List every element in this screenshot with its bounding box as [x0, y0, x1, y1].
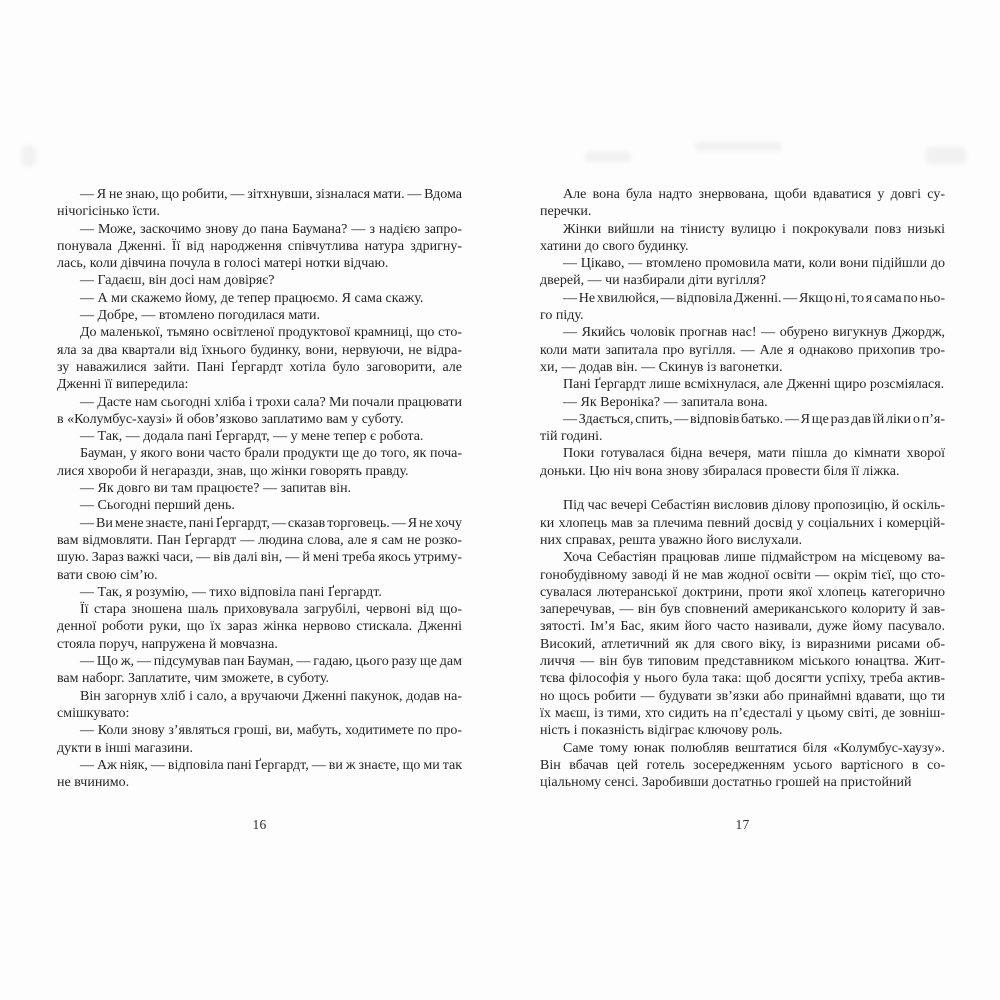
paragraph	[540, 255, 945, 290]
text-line: лась, коли дівчина почула в голосі матері нотки відчаю.	[57, 256, 389, 272]
text-line: Але вона була надто знервована, щоби вдаватися у довгі су-	[563, 187, 945, 202]
paragraph	[540, 445, 945, 480]
paragraph	[540, 549, 945, 739]
paragraph	[540, 394, 945, 411]
text-line: лися хвороби й негаразди, знав, що жінки говорять правду.	[57, 463, 409, 479]
paragraph	[57, 584, 462, 601]
text-line: тєва філософія у нього була така: щоб досягти успіху, треба актив-	[540, 671, 945, 687]
text-line: — Може, заскочимо знову до пана Баумана? — з надією запро-	[80, 221, 462, 237]
text-line: но щось робити — будувати зв’язки або принаймні вдавати, що ти	[540, 688, 945, 704]
text-line: смішкувато:	[57, 705, 130, 721]
paragraph	[57, 497, 462, 514]
text-line: — Сьогодні перший день.	[80, 498, 235, 514]
text-line: Дженні її випередила:	[57, 377, 189, 393]
paragraph	[540, 290, 945, 325]
text-line: Хоча Себастіян працював лише підмайстром на місцевому ва-	[563, 550, 945, 566]
paragraph	[57, 186, 462, 221]
text-line: — А ми скажемо йому, де тепер працюємо. Я сама скажу.	[80, 290, 424, 306]
paragraph	[540, 221, 945, 256]
show-through-mark	[926, 147, 966, 164]
text-line: — Так, — додала пані Ґергардт, — у мене тепер є робота.	[80, 429, 424, 445]
text-line: перечки.	[540, 204, 592, 220]
paragraph	[57, 324, 462, 393]
text-line: Високий, атлетичний як для свого віку, із виразними рисами об-	[540, 636, 945, 652]
text-line: тій годині.	[540, 429, 603, 445]
text-line: — Не хвилюйся, — відповіла Дженні. — Якщо ні, то я сама по ньо-	[563, 290, 945, 306]
text-line: — Як довго ви там працюєте? — запитав він.	[80, 481, 352, 497]
text-line: Пані Ґергардт лише всміхнулася, але Дженні щиро розсміялася.	[563, 377, 945, 393]
show-through-mark	[695, 142, 781, 151]
text-line: денної роботи руки, що їх зараз жінка нервово стискала. Дженні	[57, 619, 462, 635]
text-line: вати свою сім’ю.	[57, 567, 158, 583]
text-line: вам наборг. Заплатите, чим зможете, в суботу.	[57, 671, 330, 687]
paragraph	[57, 757, 462, 792]
show-through-mark	[585, 152, 631, 162]
text-line: Саме тому юнак полюбляв вештатися біля «Колумбус-хаузу».	[563, 740, 945, 756]
paragraph	[57, 272, 462, 289]
text-line: понувала Дженні. Її від народження співчутлива натура здригну-	[57, 238, 462, 254]
text-line: Він загорнув хліб і сало, а вручаючи Дженні пакунок, додав на-	[80, 688, 462, 704]
text-line: — Якийсь чоловік прогнав нас! — обурено вигукнув Джордж,	[563, 325, 945, 341]
paragraph	[57, 688, 462, 723]
paragraph	[57, 480, 462, 497]
text-line: доньки. Цю ніч вона знову збиралася провести біля її ліжка.	[540, 463, 900, 479]
text-line: хатини до свого будинку.	[540, 238, 689, 254]
paragraph	[57, 601, 462, 653]
left-page-text	[57, 186, 462, 791]
text-line: нічогісінько їсти.	[57, 204, 160, 220]
text-line: не вчинимо.	[57, 775, 130, 791]
text-line: — Коли знову з’являться гроші, ви, мабуть, ходитимете по про-	[80, 723, 462, 739]
paragraph	[57, 290, 462, 307]
text-line: зятості. Ім’я Бас, яким його часто називали, дуже йому пасувало.	[540, 619, 945, 635]
right-page-number: 17	[735, 817, 750, 832]
right-page-text	[540, 186, 945, 791]
paragraph	[540, 411, 945, 446]
paragraph	[57, 221, 462, 273]
text-line: їх маєш, із тими, хто сидить на п’єдесталі у цьому світі, де зовніш-	[540, 705, 945, 721]
text-line: — Гадаєш, він досі нам довіряє?	[80, 273, 275, 289]
text-line: Бауман, у якого вони часто брали продукти ще до того, як поча-	[80, 446, 462, 462]
text-line: — Я не знаю, що робити, — зітхнувши, зізналася мати. — Вдома	[80, 187, 462, 202]
text-line: — Здається, спить, — відповів батько. — Я ще раз дав їй ліки о п’я-	[563, 411, 945, 427]
text-line: Жінки вийшли на тінисту вулицю і покрокували повз низькі	[563, 221, 945, 237]
text-line: дукти в інші магазини.	[57, 740, 193, 756]
text-line: — Аж ніяк, — відповіла пані Ґергардт, — ви ж знаєте, що ми так	[80, 757, 462, 773]
text-line: ність і показність відіграє ключову роль.	[540, 723, 783, 739]
text-line: ціальному сенсі. Заробивши достатньо грошей на пристойний	[540, 775, 912, 791]
text-line: Її стара зношена шаль приховувала загрубілі, червоні від що-	[80, 602, 462, 618]
text-line: До маленької, тьмяно освітленої продуктової крамниці, що сто-	[80, 325, 462, 341]
text-line: го піду.	[540, 308, 584, 324]
show-through-mark	[22, 146, 36, 166]
paragraph	[57, 515, 462, 584]
text-line: в «Колумбус-хаузі» й обов’язково заплатимо вам у суботу.	[57, 411, 404, 427]
text-line: яла за два квартали від їхнього будинку, вони, нервуючи, не відра-	[57, 342, 462, 358]
text-line: заперечував, — він був сповнений американського колориту й зав-	[540, 602, 945, 618]
text-line: — Що ж, — підсумував пан Бауман, — гадаю, цього разу ще дам	[80, 654, 462, 670]
text-line: — Ви мене знаєте, пані Ґергардт, — сказав торговець. — Я не хочу	[80, 515, 462, 531]
text-line: Поки готувалася бідна вечеря, мати пішла до кімнати хворої	[563, 446, 945, 462]
text-line: ки хлопець мав за плечима певний досвід у соціальних і комерцій-	[540, 515, 945, 531]
paragraph	[57, 428, 462, 445]
text-line: Під час вечері Себастіян висловив ділову пропозицію, й оскіль-	[563, 498, 945, 514]
text-line: зу наважилися зайти. Пані Ґергардт хотіла було заговорити, але	[57, 359, 462, 375]
paragraph	[540, 376, 945, 393]
paragraph	[57, 445, 462, 480]
text-line: вам відмовляти. Пан Ґергардт — людина слова, але я сам не розко-	[57, 532, 462, 548]
paragraph	[540, 186, 945, 221]
text-line: коли мати запитала про вугілля. — Але я однаково прихопив тро-	[540, 342, 945, 358]
text-line: — Так, я розумію, — тихо відповіла пані Ґергардт.	[80, 584, 382, 600]
paragraph	[540, 497, 945, 549]
text-line: — Як Вероніка? — запитала вона.	[563, 394, 768, 410]
text-line: гонобудівному заводі й не мав жодної освіти — окрім тієї, що сто-	[540, 567, 945, 583]
paragraph	[540, 740, 945, 792]
text-line: — Дасте нам сьогодні хліба і трохи сала? Ми почали працювати	[80, 394, 462, 410]
text-line: Він вбачав цей готель зосередженням усього вартісного в со-	[540, 757, 945, 773]
paragraph	[57, 653, 462, 688]
text-line: — Добре, — втомлено погодилася мати.	[80, 308, 321, 324]
text-line: них справах, решта уважно його вислухали.	[540, 532, 803, 548]
text-line: личчя — він був типовим представником міського юнацтва. Жит-	[540, 654, 945, 670]
paragraph	[57, 394, 462, 429]
paragraph	[57, 722, 462, 757]
text-line: хи, — додав він. — Скинув із вагонетки.	[540, 359, 783, 375]
text-line: дверей, — чи назбирали діти вугілля?	[540, 273, 766, 289]
text-line: шую. Зараз важкі часи, — вів далі він, — й мені треба якось утриму-	[57, 550, 462, 566]
text-line: — Цікаво, — втомлено промовила мати, коли вони підійшли до	[563, 256, 945, 272]
text-line: стояла поруч, напружена й мовчазна.	[57, 636, 278, 652]
text-line: сувалася лютеранської доктрини, проти якої хлопець категорично	[540, 584, 945, 600]
left-page-number: 16	[252, 817, 267, 832]
paragraph	[57, 307, 462, 324]
paragraph	[540, 324, 945, 376]
